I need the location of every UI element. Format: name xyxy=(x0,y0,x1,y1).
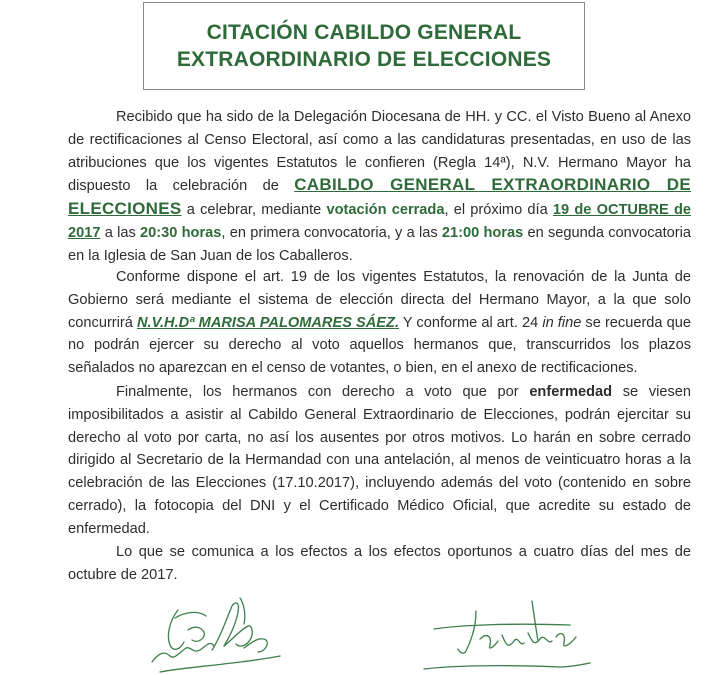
p1-text-2: a celebrar, mediante xyxy=(181,202,327,219)
illness-word: enfermedad xyxy=(529,384,613,400)
second-call-time: 21:00 horas xyxy=(441,224,524,241)
p2-text-1: Conforme dispone el art. 19 de los vigentes Estatutos, la renovación de la Junta de Gobierno será mediante el sistema de elección directa del Hermano Mayor, a la que solo concurrirá xyxy=(68,269,691,331)
p4-text-1: Lo que se comunica a los efectos a los efectos oportunos a cuatro días del mes de octubre de 2017. xyxy=(68,544,691,583)
signature-secretario xyxy=(420,595,600,675)
paragraph-candidatura xyxy=(68,266,691,380)
title-line-2: EXTRAORDINARIO DE ELECCIONES xyxy=(176,48,552,71)
p1-text-1: Recibido que ha sido de la Delegación Diocesana de HH. y CC. el Visto Bueno al Anexo de rectificaciones al Censo Electoral, así como a las candidaturas presentadas, en uso de las atribuciones que los vigentes Estatutos le confieren (Regla 14ª), N.V. Hermano Mayor ha dispuesto la celebración de xyxy=(68,109,691,195)
candidate-name: N.V.H.Dª MARISA PALOMARES SÁEZ. xyxy=(136,314,400,331)
in-fine: in fine xyxy=(542,314,582,331)
p2-text-3: se recuerda que no podrán ejercer su derecho al voto aquellos hermanos que, transcurridos los plazos señalados no aparezcan en el censo de votantes, o bien, en el anexo de rectificaciones. xyxy=(68,314,691,377)
title-line-1: CITACIÓN CABILDO GENERAL xyxy=(206,21,522,44)
paragraph-convocatoria xyxy=(68,106,691,268)
voting-type: votación cerrada xyxy=(326,202,445,219)
election-date: 19 de OCTUBRE de 2017 xyxy=(68,202,692,241)
p1-text-5: , en primera convocatoria, y a las xyxy=(221,224,442,241)
p3-text-2: se viesen imposibilitados a asistir al Cabildo General Extraordinario de Elecciones, podrán ejercitar su derecho al voto por carta, no así los ausentes por otros motivos. Lo harán en sobre cerrado dirigido al Secretario de la Hermandad con una antelación, al menos de veinticuatro horas a la celebración de las Elecciones (17.10.2017), incluyendo además del voto (contenido en sobre cerrado), la fotocopia del DNI y el Certificado Médico Oficial, que acredite su estado de enfermedad. xyxy=(68,384,691,537)
title-box xyxy=(143,2,585,90)
p1-text-4: a las xyxy=(100,224,141,241)
p3-text-1: Finalmente, los hermanos con derecho a voto que por xyxy=(116,384,530,400)
p1-text-3: , el próximo día xyxy=(444,202,553,219)
p2-text-2: Y conforme al art. 24 xyxy=(399,314,543,331)
paragraph-voto-por-carta xyxy=(68,381,691,541)
cabildo-name: CABILDO GENERAL EXTRAORDINARIO DE ELECCIONES xyxy=(68,175,692,219)
paragraph-cierre xyxy=(68,541,691,587)
first-call-time: 20:30 horas xyxy=(140,224,222,241)
signature-hermano-mayor xyxy=(140,590,290,675)
p1-text-6: en segunda convocatoria en la Iglesia de San Juan de los Caballeros. xyxy=(68,224,692,264)
